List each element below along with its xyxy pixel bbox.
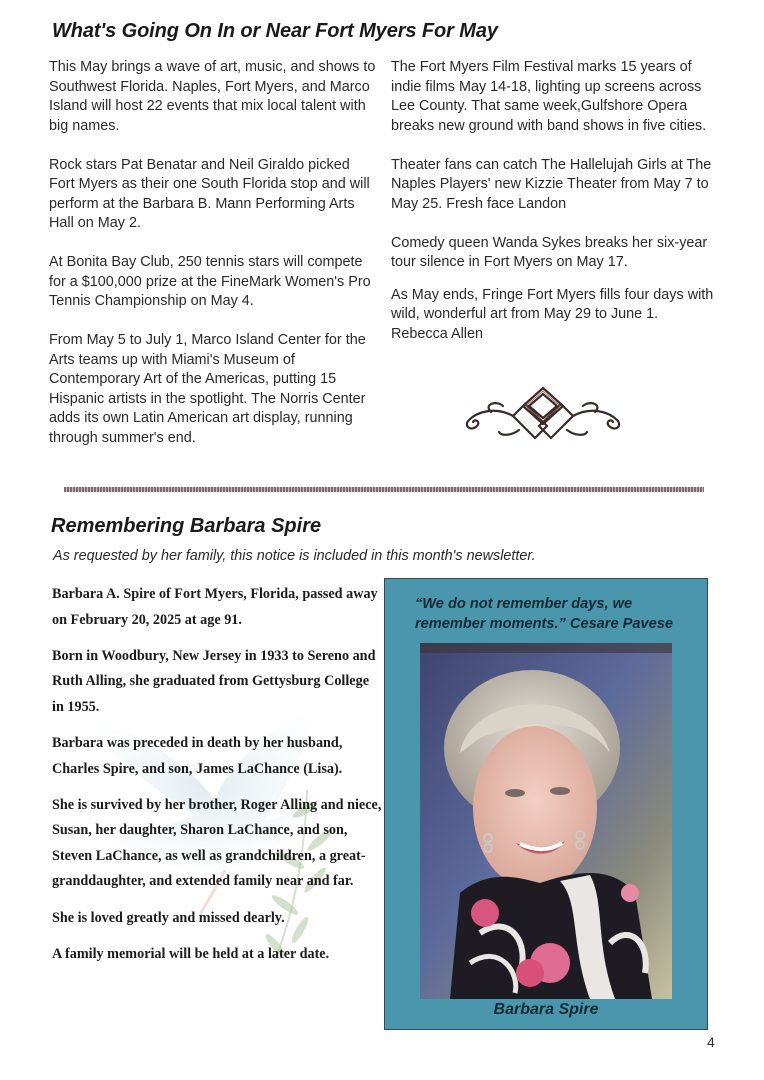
memorial-quote: “We do not remember days, we remember moments.” Cesare Pavese bbox=[415, 596, 673, 632]
portrait-photo bbox=[420, 643, 672, 999]
events-paragraph: At Bonita Bay Club, 250 tennis stars will compete for a $100,000 prize at the FineMark Women's Pro Tennis Championship on May 4. bbox=[49, 254, 371, 309]
events-paragraph: Comedy queen Wanda Sykes breaks her six-year tour silence in Fort Myers on May 17. bbox=[391, 234, 708, 270]
obituary-paragraph: She is loved greatly and missed dearly. bbox=[52, 909, 285, 926]
section-divider bbox=[64, 487, 704, 492]
events-right-column bbox=[391, 58, 721, 344]
decorative-knot-ornament bbox=[455, 382, 630, 448]
obituary-paragraph: She is survived by her brother, Roger Alling and niece, Susan, her daughter, Sharon LaChance, and son, Steven LaChance, as well as grandchildren, a great-granddaughter, and extended family near and far. bbox=[52, 796, 382, 890]
article-author: Rebecca Allen bbox=[391, 325, 483, 342]
obituary-paragraph: Barbara was preceded in death by her husband, Charles Spire, and son, James LaChance (Lisa). bbox=[52, 734, 343, 777]
page-number: 4 bbox=[707, 1034, 715, 1050]
memorial-note: As requested by her family, this notice is included in this month's newsletter. bbox=[53, 548, 536, 564]
events-paragraph: This May brings a wave of art, music, and shows to Southwest Florida. Naples, Fort Myers, and Marco Island will host 22 events that mix local talent with big names. bbox=[49, 59, 376, 134]
memorial-title: Remembering Barbara Spire bbox=[51, 515, 322, 537]
photo-caption: Barbara Spire bbox=[493, 1001, 599, 1018]
portrait-illustration bbox=[420, 643, 672, 999]
obituary-paragraph: Barbara A. Spire of Fort Myers, Florida, passed away on February 20, 2025 at age 91. bbox=[52, 586, 378, 628]
events-left-column bbox=[49, 58, 379, 468]
obituary-text bbox=[52, 582, 382, 978]
events-paragraph: Rock stars Pat Benatar and Neil Giraldo picked Fort Myers as their one South Florida stop and will perform at the Barbara B. Mann Performing Arts Hall on May 2. bbox=[49, 156, 370, 231]
events-title: What's Going On In or Near Fort Myers For May bbox=[52, 20, 498, 42]
memorial-photo-box bbox=[384, 578, 708, 1030]
events-paragraph: From May 5 to July 1, Marco Island Center for the Arts teams up with Miami's Museum of Contemporary Art of the Americas, putting 15 Hispanic artists in the spotlight. The Norris Center adds its own Latin American art display, running through summer's end. bbox=[49, 332, 366, 446]
events-paragraph: As May ends, Fringe Fort Myers fills four days with wild, wonderful art from May 29 to June 1. bbox=[391, 286, 714, 322]
obituary-paragraph: A family memorial will be held at a later date. bbox=[52, 945, 330, 962]
events-paragraph: Theater fans can catch The Hallelujah Girls at The Naples Players' new Kizzie Theater from May 7 to May 25. Fresh face Landon bbox=[391, 156, 712, 212]
events-paragraph: The Fort Myers Film Festival marks 15 years of indie films May 14-18, lighting up screens across Lee County. That same week,Gulfshore Opera breaks new ground with band shows in five cities. bbox=[391, 59, 707, 134]
obituary-paragraph: Born in Woodbury, New Jersey in 1933 to Sereno and Ruth Alling, she graduated from Gettysburg College in 1955. bbox=[52, 647, 376, 715]
